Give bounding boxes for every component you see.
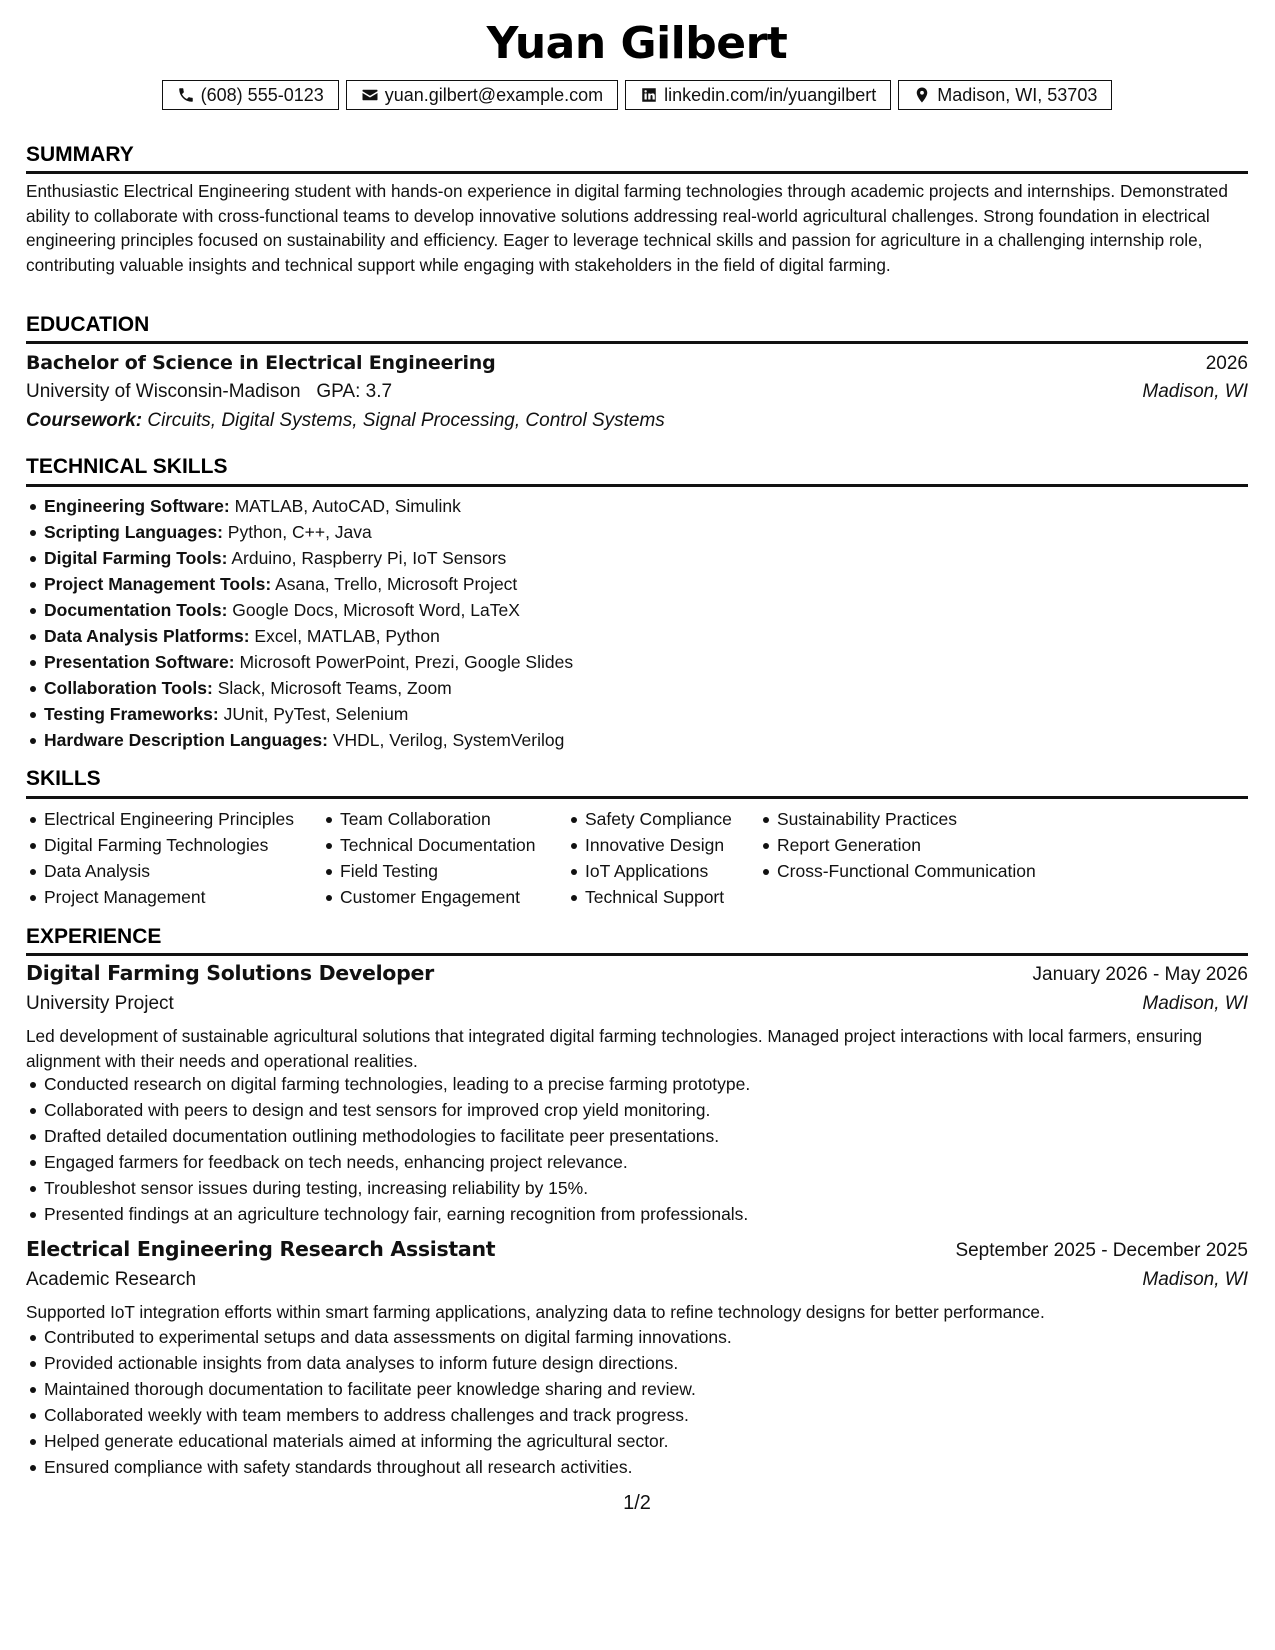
list-item: Scripting Languages: Python, C++, Java [44,519,573,545]
job-2-header [26,1237,1248,1262]
list-item: Customer Engagement [340,884,536,910]
map-pin-icon [913,86,931,104]
linkedin-icon [640,86,658,104]
job-2-subheader [26,1269,1248,1291]
list-item: Engineering Software: MATLAB, AutoCAD, Simulink [44,493,573,519]
list-item: Project Management Tools: Asana, Trello, Microsoft Project [44,571,573,597]
list-item: Ensured compliance with safety standards throughout all research activities. [44,1454,732,1480]
experience-heading: EXPERIENCE [26,925,162,948]
skills-column-2 [322,806,536,910]
list-item: Provided actionable insights from data analyses to inform future design directions. [44,1350,732,1376]
summary-divider [26,171,1248,174]
coursework-list: Circuits, Digital Systems, Signal Processing, Control Systems [147,410,665,431]
skills-column-1 [26,806,294,910]
list-item: Hardware Description Languages: VHDL, Verilog, SystemVerilog [44,727,573,753]
list-item: Electrical Engineering Principles [44,806,294,832]
linkedin-contact[interactable] [625,80,891,110]
skills-column-4 [759,806,1036,884]
contact-row [26,80,1248,110]
list-item: Maintained thorough documentation to facilitate peer knowledge sharing and review. [44,1376,732,1402]
list-item: Contributed to experimental setups and data assessments on digital farming innovations. [44,1324,732,1350]
job-organization: Academic Research [26,1269,197,1290]
email-contact[interactable] [346,80,618,110]
gpa: GPA: 3.7 [316,381,393,402]
envelope-icon [361,86,379,104]
list-item: Engaged farmers for feedback on tech needs, enhancing project relevance. [44,1149,750,1175]
education-school-row [26,381,1248,403]
list-item: Technical Support [585,884,732,910]
coursework-label: Coursework: [26,410,143,431]
job-description: Supported IoT integration efforts within smart farming applications, analyzing data to refine technology designs for better performance. [26,1302,1045,1322]
job-1-bullets [26,1071,750,1227]
list-item: Collaboration Tools: Slack, Microsoft Teams, Zoom [44,675,573,701]
list-item: Conducted research on digital farming technologies, leading to a precise farming prototype. [44,1071,750,1097]
list-item: Collaborated with peers to design and test sensors for improved crop yield monitoring. [44,1097,750,1123]
list-item: Documentation Tools: Google Docs, Microsoft Word, LaTeX [44,597,573,623]
list-item: Report Generation [777,832,1036,858]
list-item: Digital Farming Tools: Arduino, Raspberry Pi, IoT Sensors [44,545,573,571]
list-item: IoT Applications [585,858,732,884]
job-title: Electrical Engineering Research Assistant [26,1237,496,1261]
job-1-header [26,961,1248,986]
list-item: Presentation Software: Microsoft PowerPoint, Prezi, Google Slides [44,649,573,675]
list-item: Helped generate educational materials aimed at informing the agricultural sector. [44,1428,732,1454]
technical-skills-heading: TECHNICAL SKILLS [26,455,228,478]
list-item: Data Analysis [44,858,294,884]
list-item: Presented findings at an agriculture technology fair, earning recognition from professionals. [44,1201,750,1227]
job-dates: September 2025 - December 2025 [955,1240,1248,1261]
education-degree-row [26,352,1248,375]
list-item: Data Analysis Platforms: Excel, MATLAB, Python [44,623,573,649]
list-item: Collaborated weekly with team members to address challenges and track progress. [44,1402,732,1428]
job-dates: January 2026 - May 2026 [1032,964,1248,985]
list-item: Drafted detailed documentation outlining methodologies to facilitate peer presentations. [44,1123,750,1149]
coursework [26,410,665,432]
graduation-year: 2026 [1205,353,1248,374]
skills-heading: SKILLS [26,767,101,790]
job-title: Digital Farming Solutions Developer [26,961,434,985]
school-name: University of Wisconsin-Madison [26,381,301,402]
education-heading: EDUCATION [26,313,150,336]
list-item: Digital Farming Technologies [44,832,294,858]
summary-heading: SUMMARY [26,143,134,166]
skills-divider [26,796,1248,799]
job-1-subheader [26,993,1248,1015]
list-item: Sustainability Practices [777,806,1036,832]
phone-text: (608) 555-0123 [200,84,324,105]
list-item: Field Testing [340,858,536,884]
linkedin-text: linkedin.com/in/yuangilbert [664,84,877,105]
skills-column-3 [567,806,732,910]
degree-title: Bachelor of Science in Electrical Engineering [26,352,496,374]
candidate-name: Yuan Gilbert [486,18,788,69]
list-item: Innovative Design [585,832,732,858]
list-item: Team Collaboration [340,806,536,832]
job-location: Madison, WI [1142,1269,1248,1290]
page-number: 1/2 [623,1492,651,1514]
job-organization: University Project [26,993,174,1014]
technical-skills-divider [26,484,1248,487]
education-divider [26,341,1248,344]
list-item: Troubleshot sensor issues during testing, increasing reliability by 15%. [44,1175,750,1201]
list-item: Safety Compliance [585,806,732,832]
list-item: Technical Documentation [340,832,536,858]
phone-contact[interactable] [162,80,339,110]
experience-divider [26,953,1248,956]
job-description: Led development of sustainable agricultural solutions that integrated digital farming technologies. Managed project interactions with local farmers, ensuring alignment with their needs and operational realities. [26,1026,1203,1071]
school-info [26,381,392,403]
technical-skills-list [26,493,573,753]
list-item: Project Management [44,884,294,910]
list-item: Testing Frameworks: JUnit, PyTest, Selenium [44,701,573,727]
school-location: Madison, WI [1142,381,1248,402]
location-text: Madison, WI, 53703 [937,84,1098,105]
email-text: yuan.gilbert@example.com [384,84,604,105]
list-item: Cross-Functional Communication [777,858,1036,884]
summary-text: Enthusiastic Electrical Engineering student with hands-on experience in digital farming technologies through academic projects and internships. Demonstrated ability to collaborate with cross-functional teams to develop innovative solutions addressing real-world agricultural challenges. Strong foundation in electrical engineering principles focused on sustainability and efficiency. Eager to leverage technical skills and passion for agriculture in a challenging internship role, contributing valuable insights and technical support while engaging with stakeholders in the field of digital farming. [26,181,1228,275]
job-location: Madison, WI [1142,993,1248,1014]
job-2-bullets [26,1324,732,1480]
phone-icon [177,86,195,104]
location-contact [898,80,1112,110]
